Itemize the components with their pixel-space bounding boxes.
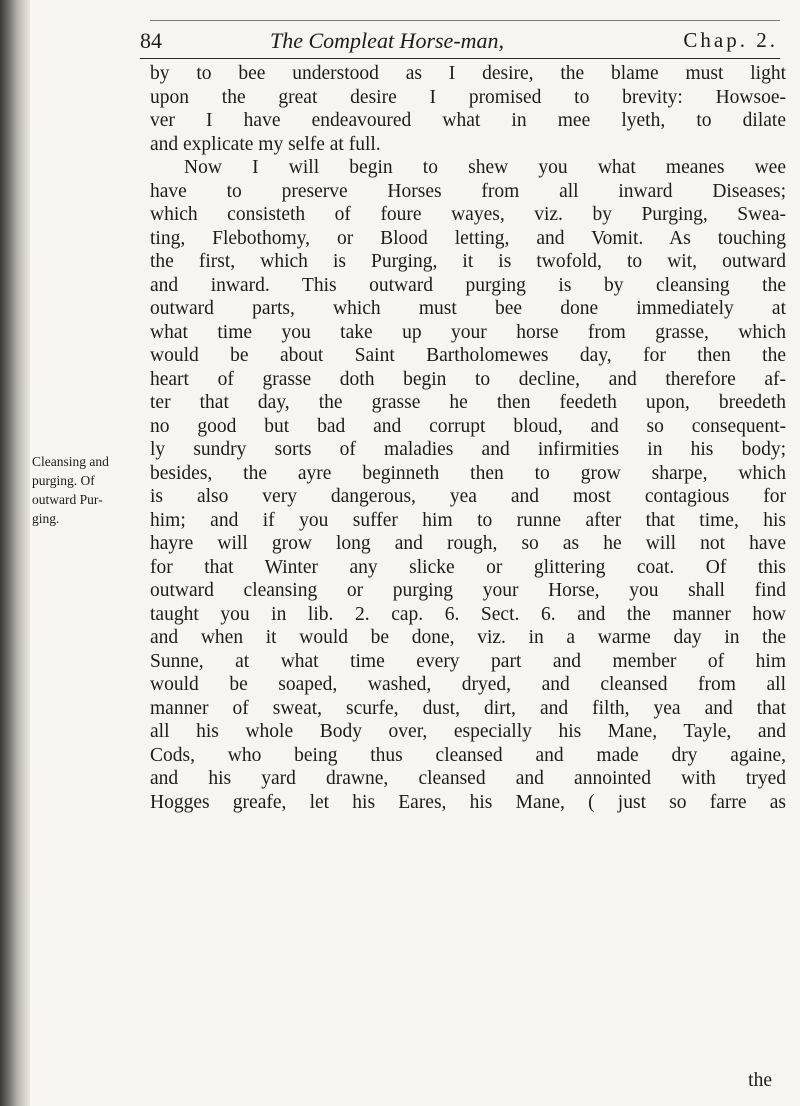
text-line: upon the great desire I promised to brevity: Howsoe- (150, 86, 786, 108)
text-line: hayre will grow long and rough, so as he will not have (150, 533, 786, 554)
top-rule (150, 20, 780, 21)
page-number: 84 (140, 28, 162, 53)
text-line: ter that day, the grasse he then feedeth upon, breedeth (150, 392, 786, 413)
text-line: is also very dangerous, yea and most contagious for (150, 486, 786, 507)
body-text (150, 62, 786, 814)
catchword: the (748, 1070, 772, 1091)
text-line: him; and if you suffer him to runne after that time, his (150, 509, 786, 531)
text-line: the first, which is Purging, it is twofold, to wit, outward (150, 251, 786, 272)
text-line: Cods, who being thus cleansed and made dry againe, (150, 744, 786, 766)
text-line: what time you take up your horse from grasse, which (150, 321, 786, 343)
page-header (140, 22, 780, 56)
text-line: and when it would be done, viz. in a warme day in the (150, 627, 786, 648)
text-line: and explicate my selfe at full. (150, 133, 381, 155)
text-line: outward cleansing or purging your Horse, you shall find (150, 580, 786, 601)
text-line: Hogges greafe, let his Eares, his Mane, ( just so farre as (150, 791, 786, 813)
text-line: by to bee understood as I desire, the blame must light (150, 63, 786, 84)
header-rule (140, 58, 780, 59)
text-line: heart of grasse doth begin to decline, and therefore af- (150, 368, 786, 390)
margin-note-line: ging. (32, 511, 60, 526)
text-line: would be about Saint Bartholomewes day, for then the (150, 345, 786, 366)
text-line: which consisteth of foure wayes, viz. by Purging, Swea- (150, 204, 786, 225)
text-line: taught you in lib. 2. cap. 6. Sect. 6. and the manner how (150, 603, 786, 625)
text-line: ting, Flebothomy, or Blood letting, and Vomit. As touching (150, 227, 786, 249)
text-line: outward parts, which must bee done immediately at (150, 298, 786, 319)
text-line: ly sundry sorts of maladies and infirmities in his body; (150, 439, 786, 460)
text-line: have to preserve Horses from all inward Diseases; (150, 180, 786, 202)
marginal-note (32, 452, 136, 528)
text-line: Now I will begin to shew you what meanes wee (184, 157, 786, 178)
text-line: for that Winter any slicke or glittering coat. Of this (150, 556, 786, 578)
text-line: Sunne, at what time every part and member of him (150, 650, 786, 672)
text-line: manner of sweat, scurfe, dust, dirt, and filth, yea and that (150, 697, 786, 719)
margin-note-line: purging. Of (32, 473, 95, 488)
text-line: and inward. This outward purging is by cleansing the (150, 274, 786, 296)
running-title: The Compleat Horse-man, (270, 28, 505, 53)
text-line: all his whole Body over, especially his Mane, Tayle, and (150, 721, 786, 742)
binding-edge (0, 0, 30, 1106)
text-line: and his yard drawne, cleansed and annointed with tryed (150, 768, 786, 789)
chapter-label: Chap. 2. (683, 28, 778, 52)
text-line: ver I have endeavoured what in mee lyeth, to dilate (150, 110, 786, 131)
text-line: no good but bad and corrupt bloud, and so consequent- (150, 415, 786, 437)
text-line: besides, the ayre beginneth then to grow sharpe, which (150, 462, 786, 484)
margin-note-line: outward Pur- (32, 492, 103, 507)
text-line: would be soaped, washed, dryed, and cleansed from all (150, 674, 786, 695)
margin-note-line: Cleansing and (32, 454, 109, 469)
